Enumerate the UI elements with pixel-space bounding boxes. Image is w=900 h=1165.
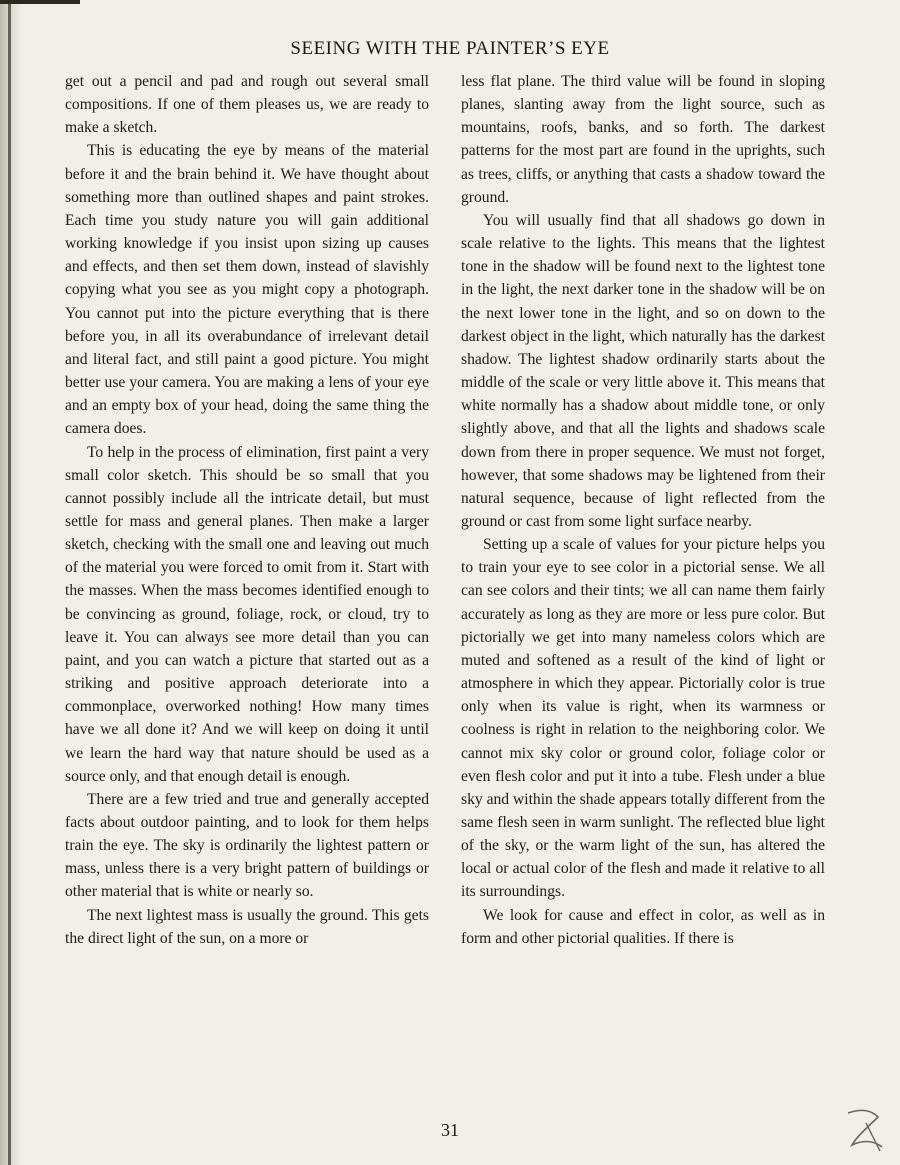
- left-text-column: [65, 70, 429, 950]
- page-binding-edge: [0, 0, 22, 1165]
- paragraph: To help in the process of elimination, first paint a very small color sketch. This should be so small that you cannot possibly include all the intricate detail, but must settle for mass and general planes. Then make a larger sketch, checking with the small one and leaving out much of the material you were forced to omit from it. Start with the masses. When the mass becomes identified enough to be convincing as ground, foliage, rock, or cloud, try to leave it. You can always see more detail than you can paint, and you can watch a picture that started out as a striking and positive approach deteriorate into a commonplace, overworked nothing! How many times have we all done it? And we will keep on doing it until we learn the hard way that nature should be used as a source only, and that enough detail is enough.: [65, 443, 429, 785]
- paragraph: You will usually find that all shadows go down in scale relative to the lights. This means that the lightest tone in the shadow will be found next to the lightest tone in the light, the next darker tone in the shadow will be on the next lower tone in the light, and so on down to the darkest object in the light, which naturally has the darkest shadow. The lightest shadow ordinarily starts about the middle of the scale or very little above it. This means that white normally has a shadow about middle tone, or only slightly above, and that all the lights and shadows scale down from there in proper sequence. We must not forget, however, that some shadows may be lightened from their natural sequence, because of light reflected from the ground or cast from some light surface nearby.: [461, 211, 825, 530]
- paragraph: This is educating the eye by means of the material before it and the brain behind it. We have thought about something more than outlined shapes and paint strokes. Each time you study nature you will gain additional working knowledge if you insist upon sizing up causes and effects, and then set them down, instead of slavishly copying what you see as you might copy a photograph. You cannot put into the picture everything that is there before you, in all its overabundance of irrelevant detail and literal fact, and still paint a good picture. You might better use your camera. You are making a lens of your eye and an empty box of your head, doing the same thing the camera does.: [65, 142, 429, 438]
- paragraph: less flat plane. The third value will be found in sloping planes, slanting away from the light source, such as mountains, roofs, banks, and so forth. The darkest patterns for the most part are found in the uprights, such as trees, cliffs, or anything that casts a shadow toward the ground.: [461, 73, 825, 206]
- paragraph: get out a pencil and pad and rough out several small compositions. If one of them pleases us, we are ready to make a sketch.: [65, 73, 429, 137]
- scan-corner-mark: [0, 0, 80, 28]
- paragraph: The next lightest mass is usually the ground. This gets the direct light of the sun, on a more or: [65, 906, 429, 947]
- right-text-column: [461, 70, 825, 950]
- paragraph: There are a few tried and true and generally accepted facts about outdoor painting, and to look for them helps train the eye. The sky is ordinarily the lightest pattern or mass, unless there is a very bright pattern of buildings or other material that is white or nearly so.: [65, 790, 429, 901]
- page-number: 31: [441, 1120, 459, 1140]
- paragraph: We look for cause and effect in color, as well as in form and other pictorial qualities. If there is: [461, 906, 825, 947]
- running-header: SEEING WITH THE PAINTER’S EYE: [290, 38, 610, 59]
- binding-shadow-line: [8, 0, 11, 1165]
- paragraph: Setting up a scale of values for your picture helps you to train your eye to see color in a pictorial sense. We all can see colors and their tints; we all can name them fairly accurately as long as they are more or less pure color. But pictorially we get into many nameless colors which are muted and softened as a result of the kind of light or atmosphere in which they appear. Pictorially color is true only when its value is right, when its warmness or coolness is right in relation to the neighboring color. We cannot mix sky color or ground color, foliage color or even flesh color and put it into a tube. Flesh under a blue sky and within the shade appears totally different from the same flesh seen in warm sunlight. The reflected blue light of the sky, or the warm light of the sun, has altered the local or actual color of the flesh and made it relative to all its surroundings.: [461, 536, 825, 901]
- handwritten-mark: [840, 1105, 890, 1155]
